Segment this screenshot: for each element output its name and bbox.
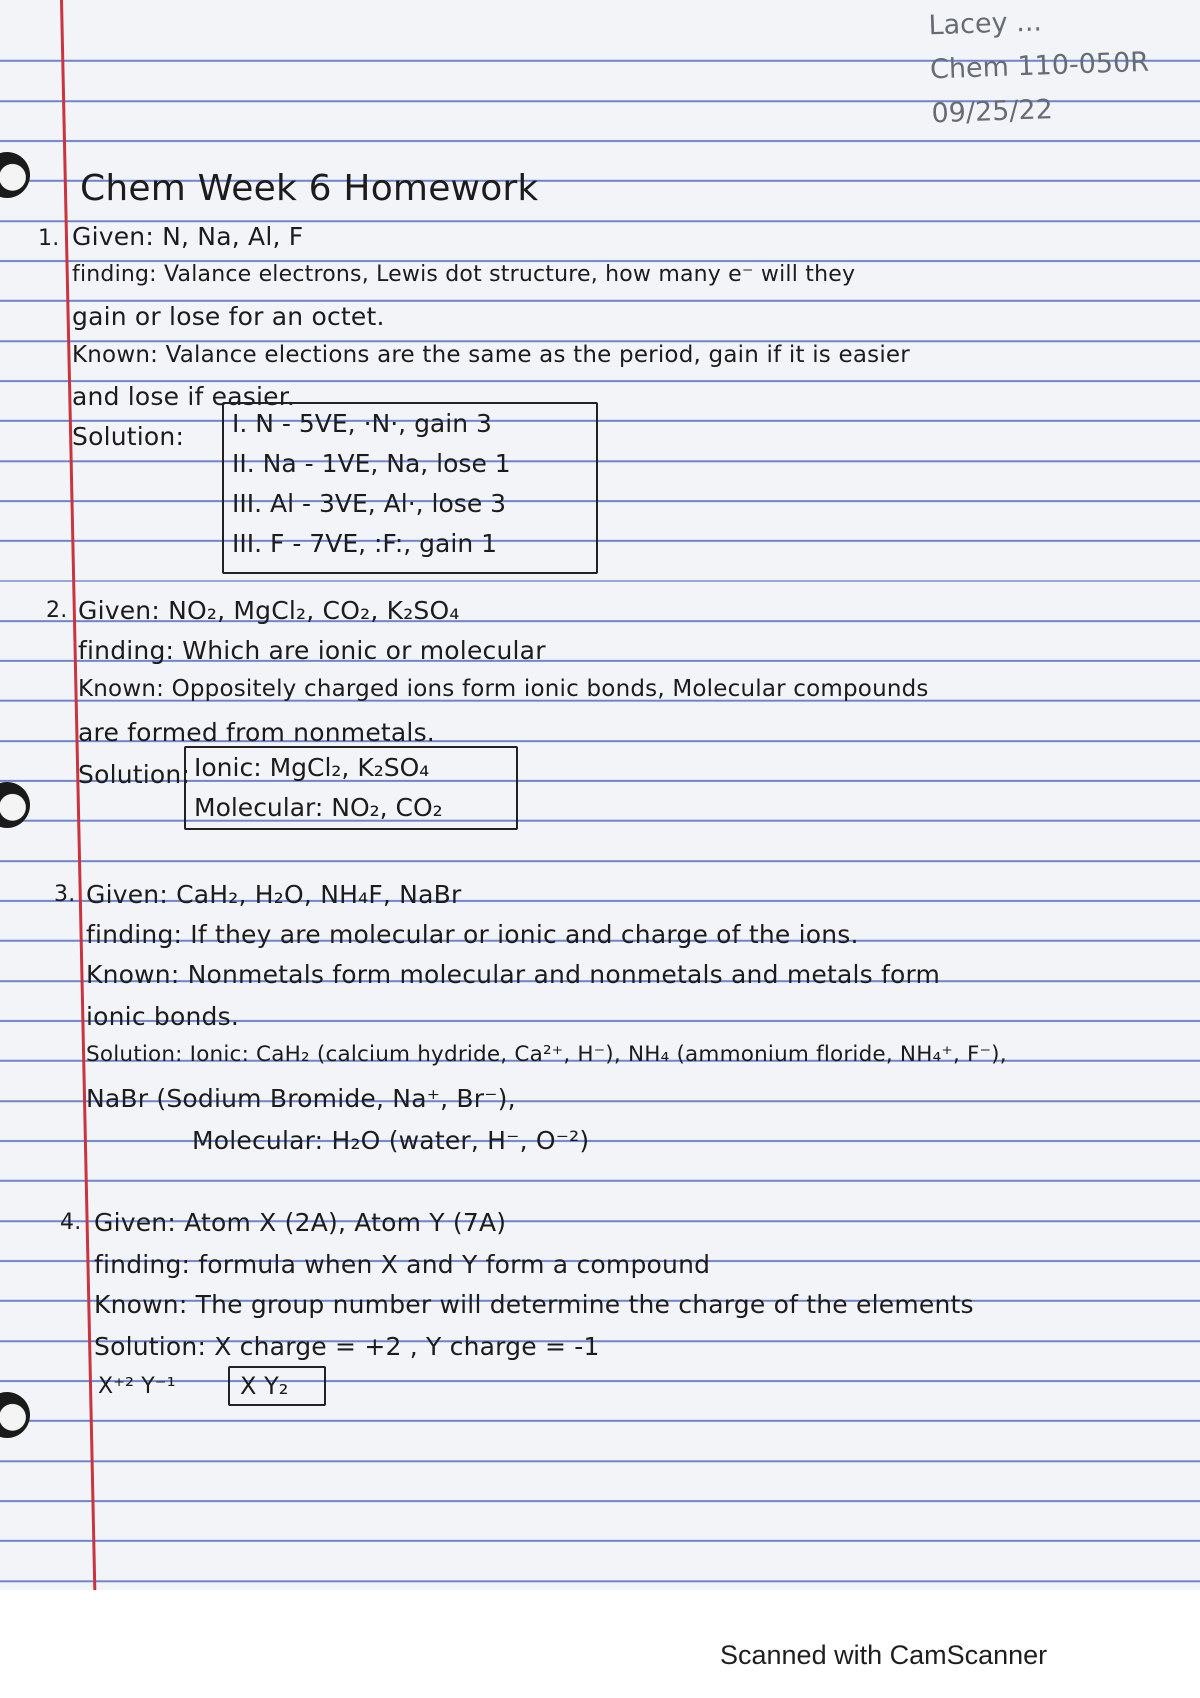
problem-1-known: Known: Valance elections are the same as the period, gain if it is easier [72,342,910,368]
problem-4-work: X⁺² Y⁻¹ [98,1374,176,1399]
solution-row: II. Na - 1VE, Na, lose 1 [232,449,511,478]
camscanner-watermark: Scanned with CamScanner [720,1640,1048,1670]
problem-1-solution-box [222,402,598,574]
solution-row: III. F - 7VE, :F:, gain 1 [232,529,498,558]
problem-4-given: Given: Atom X (2A), Atom Y (7A) [94,1208,507,1237]
problem-number: 4. [60,1210,82,1235]
problem-3-known-cont: ionic bonds. [86,1002,239,1031]
binder-hole [0,152,30,198]
solution-row: Molecular: NO₂, CO₂ [194,793,443,822]
binder-hole [0,782,30,828]
solution-row: III. Al - 3VE, Al·, lose 3 [232,489,507,518]
binder-hole [0,1392,30,1438]
page-title: Chem Week 6 Homework [80,168,539,209]
problem-3-known: Known: Nonmetals form molecular and nonmetals and metals form [86,960,941,989]
problem-2-solution-box [184,746,518,830]
problem-4-answer-box: X Y₂ [228,1366,326,1406]
problem-1-solution-label: Solution: [72,422,185,451]
date: 09/25/22 [931,94,1054,130]
problem-number: 3. [54,882,76,907]
solution-row: I. N - 5VE, ·N·, gain 3 [232,409,492,438]
problem-2-solution-label: Solution: [78,760,191,789]
student-name: Lacey ... [927,6,1043,42]
problem-3-solution-molecular: Molecular: H₂O (water, H⁻, O⁻²) [192,1126,590,1155]
problem-3-finding: finding: If they are molecular or ionic and charge of the ions. [86,920,859,949]
header-info [928,0,1182,136]
problem-number: 2. [46,598,68,623]
problem-3-solution: Solution: Ionic: CaH₂ (calcium hydride, Ca²⁺, H⁻), NH₄ (ammonium floride, NH₄⁺, F⁻), [86,1042,1007,1067]
problem-number: 1. [38,226,60,251]
solution-row: Ionic: MgCl₂, K₂SO₄ [194,753,430,782]
problem-1-known-cont: and lose if easier. [72,382,296,411]
problem-4-finding: finding: formula when X and Y form a compound [94,1250,711,1279]
problem-1-finding: finding: Valance electrons, Lewis dot structure, how many e⁻ will they [72,262,856,287]
problem-2-given: Given: NO₂, MgCl₂, CO₂, K₂SO₄ [78,596,460,625]
course-code: Chem 110-050R [929,46,1150,86]
problem-2-known: Known: Oppositely charged ions form ionic bonds, Molecular compounds [78,676,929,702]
problem-2-known-cont: are formed from nonmetals. [78,718,435,747]
problem-2-finding: finding: Which are ionic or molecular [78,636,546,665]
problem-4-solution: Solution: X charge = +2 , Y charge = -1 [94,1332,600,1361]
problem-1-finding-cont: gain or lose for an octet. [72,302,385,331]
problem-1-given: Given: N, Na, Al, F [72,222,304,251]
problem-3-solution-cont: NaBr (Sodium Bromide, Na⁺, Br⁻), [86,1084,516,1113]
problem-3-given: Given: CaH₂, H₂O, NH₄F, NaBr [86,880,462,909]
problem-4-known: Known: The group number will determine the charge of the elements [94,1290,974,1319]
